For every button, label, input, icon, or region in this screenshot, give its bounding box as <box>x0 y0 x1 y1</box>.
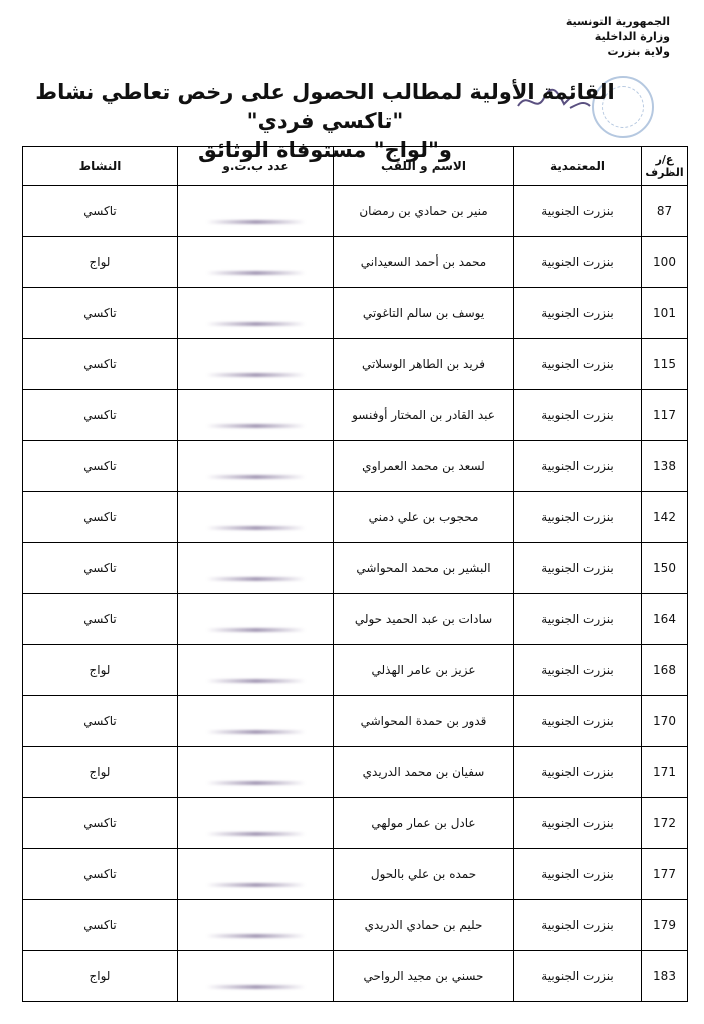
cell-number: 170 <box>642 696 688 747</box>
cell-id-redacted <box>178 186 334 237</box>
redaction-mark <box>206 628 306 632</box>
cell-activity: لواج <box>23 237 178 288</box>
cell-activity: تاكسي <box>23 900 178 951</box>
cell-name: عبد القادر بن المختار أوفنسو <box>334 390 514 441</box>
cell-number: 177 <box>642 849 688 900</box>
title-line-1: القائمة الأولية لمطالب الحصول على رخص تعاطي نشاط "تاكسي فردي" <box>35 80 615 133</box>
redaction-mark <box>206 832 306 836</box>
cell-name: يوسف بن سالم التاغوتي <box>334 288 514 339</box>
table-row <box>23 798 688 849</box>
cell-name: منير بن حمادي بن رمضان <box>334 186 514 237</box>
cell-id-redacted <box>178 492 334 543</box>
table-header-row <box>23 147 688 186</box>
cell-number: 172 <box>642 798 688 849</box>
cell-name: حسني بن مجيد الرواحي <box>334 951 514 1002</box>
cell-activity: تاكسي <box>23 186 178 237</box>
ministry-header <box>566 14 670 59</box>
redaction-mark <box>206 220 306 224</box>
redaction-mark <box>206 271 306 275</box>
cell-delegation: بنزرت الجنوبية <box>514 186 642 237</box>
cell-id-redacted <box>178 747 334 798</box>
redaction-mark <box>206 730 306 734</box>
cell-number: 171 <box>642 747 688 798</box>
table-row <box>23 492 688 543</box>
table-row <box>23 543 688 594</box>
cell-activity: تاكسي <box>23 543 178 594</box>
cell-number: 150 <box>642 543 688 594</box>
cell-delegation: بنزرت الجنوبية <box>514 849 642 900</box>
cell-delegation: بنزرت الجنوبية <box>514 747 642 798</box>
cell-delegation: بنزرت الجنوبية <box>514 798 642 849</box>
redaction-mark <box>206 424 306 428</box>
cell-number: 164 <box>642 594 688 645</box>
cell-id-redacted <box>178 390 334 441</box>
cell-id-redacted <box>178 849 334 900</box>
cell-activity: تاكسي <box>23 288 178 339</box>
cell-id-redacted <box>178 441 334 492</box>
table-row <box>23 951 688 1002</box>
redaction-mark <box>206 934 306 938</box>
cell-name: محجوب بن علي دمني <box>334 492 514 543</box>
redaction-mark <box>206 526 306 530</box>
header-name: الاسم و اللقب <box>334 147 514 186</box>
redaction-mark <box>206 679 306 683</box>
cell-number: 142 <box>642 492 688 543</box>
header-governorate: ولاية بنزرت <box>607 45 670 58</box>
cell-delegation: بنزرت الجنوبية <box>514 594 642 645</box>
cell-name: عادل بن عمار مولهي <box>334 798 514 849</box>
cell-name: لسعد بن محمد العمراوي <box>334 441 514 492</box>
cell-number: 115 <box>642 339 688 390</box>
cell-number: 183 <box>642 951 688 1002</box>
cell-name: سفيان بن محمد الدريدي <box>334 747 514 798</box>
redaction-mark <box>206 373 306 377</box>
cell-delegation: بنزرت الجنوبية <box>514 441 642 492</box>
cell-delegation: بنزرت الجنوبية <box>514 900 642 951</box>
cell-name: حليم بن حمادي الدريدي <box>334 900 514 951</box>
cell-delegation: بنزرت الجنوبية <box>514 492 642 543</box>
cell-activity: تاكسي <box>23 339 178 390</box>
cell-activity: لواج <box>23 645 178 696</box>
header-ministry: وزارة الداخلية <box>594 30 670 43</box>
table-row <box>23 186 688 237</box>
redaction-mark <box>206 883 306 887</box>
cell-id-redacted <box>178 696 334 747</box>
redaction-mark <box>206 781 306 785</box>
cell-activity: تاكسي <box>23 849 178 900</box>
cell-delegation: بنزرت الجنوبية <box>514 645 642 696</box>
cell-id-redacted <box>178 645 334 696</box>
cell-id-redacted <box>178 900 334 951</box>
table-row <box>23 339 688 390</box>
cell-number: 179 <box>642 900 688 951</box>
redaction-mark <box>206 577 306 581</box>
table-row <box>23 645 688 696</box>
cell-delegation: بنزرت الجنوبية <box>514 339 642 390</box>
table-row <box>23 747 688 798</box>
cell-name: سادات بن عبد الحميد حولي <box>334 594 514 645</box>
cell-activity: لواج <box>23 747 178 798</box>
header-delegation: المعتمدية <box>514 147 642 186</box>
cell-number: 87 <box>642 186 688 237</box>
cell-activity: تاكسي <box>23 441 178 492</box>
title-line-2: و"لواج" مستوفاة الوثائق <box>198 138 452 162</box>
header-number: ع/ر الظرف <box>642 147 688 186</box>
cell-name: البشير بن محمد المحواشي <box>334 543 514 594</box>
cell-name: عزيز بن عامر الهذلي <box>334 645 514 696</box>
cell-delegation: بنزرت الجنوبية <box>514 288 642 339</box>
cell-delegation: بنزرت الجنوبية <box>514 390 642 441</box>
redaction-mark <box>206 322 306 326</box>
cell-id-redacted <box>178 594 334 645</box>
header-activity: النشاط <box>23 147 178 186</box>
cell-number: 117 <box>642 390 688 441</box>
cell-activity: تاكسي <box>23 798 178 849</box>
cell-activity: تاكسي <box>23 492 178 543</box>
cell-name: قدور بن حمدة المحواشي <box>334 696 514 747</box>
table-row <box>23 900 688 951</box>
cell-id-redacted <box>178 339 334 390</box>
cell-activity: لواج <box>23 951 178 1002</box>
redaction-mark <box>206 475 306 479</box>
redaction-mark <box>206 985 306 989</box>
cell-id-redacted <box>178 237 334 288</box>
cell-name: فريد بن الطاهر الوسلاتي <box>334 339 514 390</box>
cell-id-redacted <box>178 543 334 594</box>
table-row <box>23 288 688 339</box>
cell-id-redacted <box>178 288 334 339</box>
cell-number: 100 <box>642 237 688 288</box>
table-row <box>23 849 688 900</box>
cell-activity: تاكسي <box>23 696 178 747</box>
cell-name: حمده بن علي بالحول <box>334 849 514 900</box>
header-country: الجمهورية التونسية <box>565 15 670 28</box>
header-id: عدد ب.ت.و <box>178 147 334 186</box>
cell-id-redacted <box>178 951 334 1002</box>
cell-delegation: بنزرت الجنوبية <box>514 237 642 288</box>
applicants-table <box>22 146 688 1002</box>
cell-number: 101 <box>642 288 688 339</box>
table-row <box>23 237 688 288</box>
table-row <box>23 696 688 747</box>
cell-delegation: بنزرت الجنوبية <box>514 543 642 594</box>
cell-id-redacted <box>178 798 334 849</box>
cell-number: 168 <box>642 645 688 696</box>
cell-activity: تاكسي <box>23 390 178 441</box>
table-row <box>23 594 688 645</box>
table-row <box>23 390 688 441</box>
cell-activity: تاكسي <box>23 594 178 645</box>
cell-name: محمد بن أحمد السعيداني <box>334 237 514 288</box>
cell-delegation: بنزرت الجنوبية <box>514 696 642 747</box>
table-row <box>23 441 688 492</box>
cell-delegation: بنزرت الجنوبية <box>514 951 642 1002</box>
cell-number: 138 <box>642 441 688 492</box>
